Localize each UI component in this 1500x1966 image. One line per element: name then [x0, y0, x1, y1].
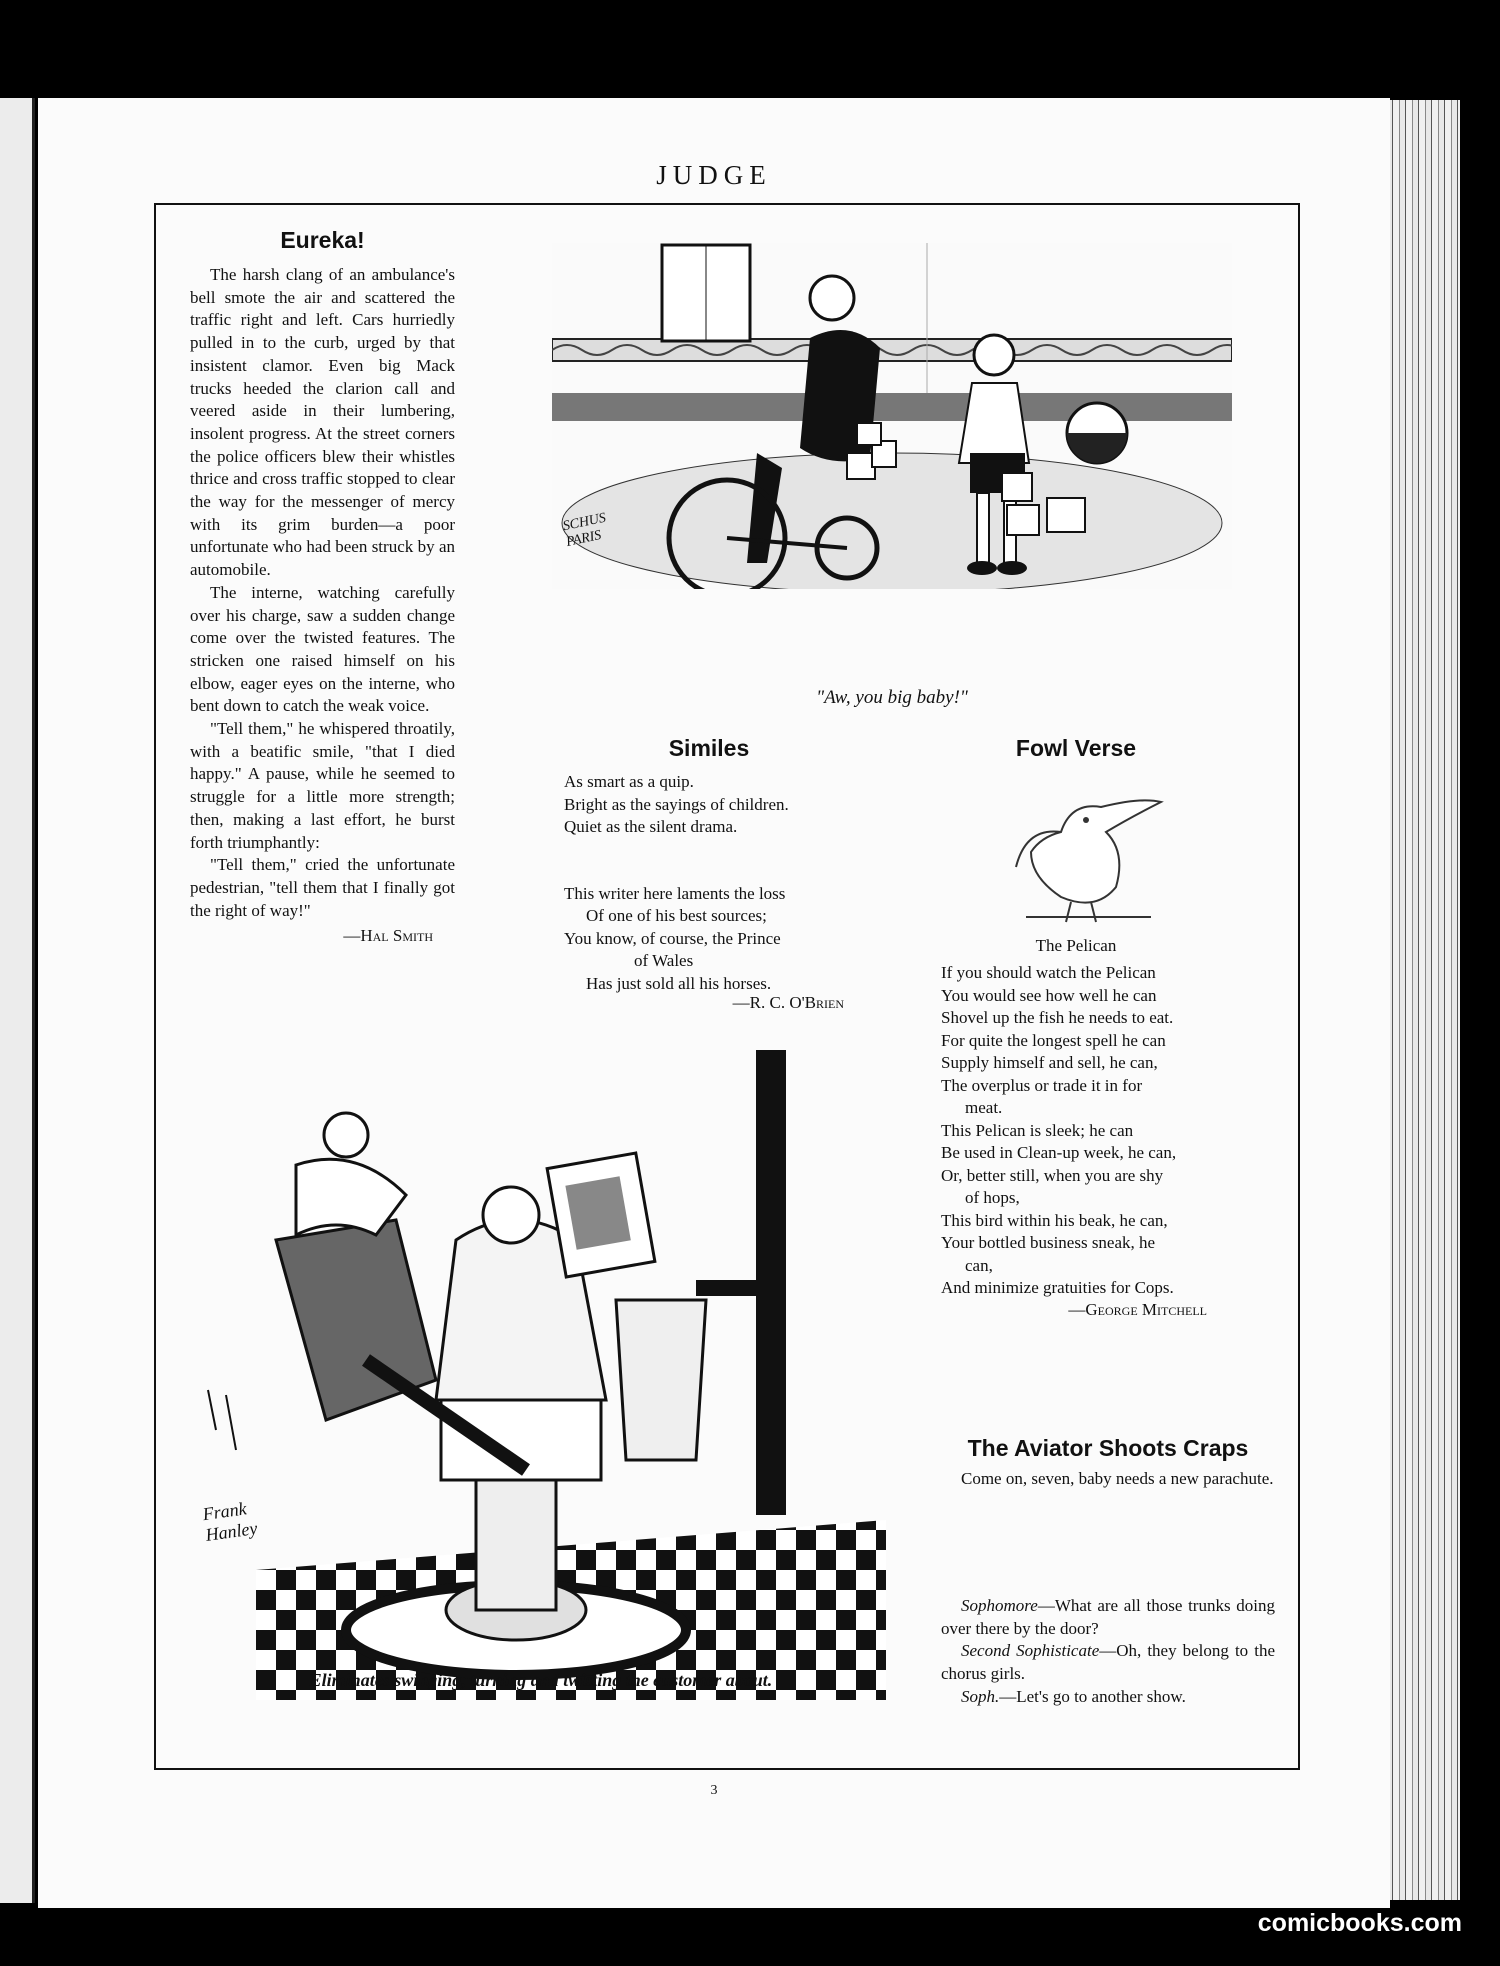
cartoon-barber-signature: Frank Hanley [201, 1498, 259, 1545]
similes-list [564, 771, 854, 839]
dialogue-line [941, 1686, 1275, 1709]
cartoon-barber-caption: Eliminates swinging, turning and twisting the customer about. [309, 1670, 773, 1690]
dialogue-speaker: Second Sophisticate [961, 1641, 1100, 1661]
cartoon-tricycle-illustration [552, 243, 1232, 589]
eureka-paragraph: The interne, watching carefully over his charge, saw a sudden change come over the twisted features. The stricken one raised himself on his elbow, eager eyes on the interne, who bent down to catch the weak voice. [190, 582, 455, 716]
simile-line: Quiet as the silent drama. [564, 817, 738, 836]
dialogue-text: —What are all those trunks doing over there by the door? [941, 1596, 1275, 1638]
poem-line: If you should watch the Pelican [941, 963, 1156, 982]
simile-line: Bright as the sayings of children. [564, 794, 789, 814]
eureka-paragraph: "Tell them," he whispered throatily, with a beatific smile, "that I died happy." A pause, while he seemed to struggle for a little more strength; then, making a last effort, he burst forth triumphantly: [190, 719, 455, 852]
poem-line: Be used in Clean-up week, he can, [941, 1143, 1177, 1162]
aviator-title: The Aviator Shoots Craps [967, 1435, 1249, 1461]
poem-line: Supply himself and sell, he can, [941, 1053, 1158, 1072]
page-stack-edge [1380, 100, 1460, 1900]
similes-signature: —R. C. O'Brien [732, 993, 844, 1012]
dialogue-speaker: Sophomore [961, 1596, 1038, 1615]
dialogue-speaker: Soph. [961, 1686, 1000, 1706]
cartoon-barber-illustration [196, 1050, 886, 1705]
poem-line: can, [965, 1255, 993, 1275]
cartoon-tricycle-caption: "Aw, you big baby!" [816, 687, 968, 708]
dialogue-text: —Let's go to another show. [999, 1686, 1186, 1706]
left-page-edge [0, 98, 35, 1903]
poem-line: The overplus or trade it in for [941, 1075, 1143, 1095]
content-frame [154, 203, 1300, 1770]
verse-line: This writer here laments the loss [564, 883, 786, 903]
poem-line: Shovel up the fish he needs to eat. [941, 1008, 1174, 1027]
poem-line: For quite the longest spell he can [941, 1030, 1166, 1050]
verse-line: of Wales [634, 951, 694, 970]
dialogue-section [941, 1595, 1275, 1709]
magazine-header: JUDGE [656, 160, 772, 190]
poem-line: of hops, [965, 1188, 1020, 1207]
page-number: 3 [710, 1783, 718, 1798]
pelican-caption: The Pelican [1035, 936, 1117, 955]
poem-line: Your bottled business sneak, he [941, 1233, 1156, 1252]
eureka-article [190, 227, 455, 946]
verse-line: Of one of his best sources; [586, 906, 767, 925]
cartoon-tricycle [552, 243, 1232, 589]
eureka-paragraph: The harsh clang of an ambulance's bell smote the air and scattered the traffic right and left. Cars hurriedly pulled in to the curb, urged by that insistent clamor. Even big Mack trucks heeded the clarion call and veered aside in their lumbering, insolent progress. At the street corners the police officers blew their whistles thrice and cross traffic stopped to clear the way for the messenger of mercy with its grim burden—a poor unfortunate who had been struck by an automobile. [190, 265, 455, 580]
magazine-page [38, 98, 1390, 1908]
eureka-title: Eureka! [280, 227, 365, 253]
fowl-verse-poem [941, 962, 1271, 1300]
similes-section [564, 735, 854, 1013]
poem-line: You would see how well he can [941, 985, 1157, 1005]
poem-line: And minimize gratuities for Cops. [941, 1278, 1174, 1297]
fowl-verse-signature: —George Mitchell [1068, 1299, 1207, 1319]
poem-line: Or, better still, when you are shy [941, 1165, 1164, 1185]
pelican-illustration [1011, 772, 1191, 932]
poem-line: This Pelican is sleek; he can [941, 1120, 1134, 1140]
prince-verse [564, 883, 854, 996]
eureka-signature: —Hal Smith [343, 926, 433, 946]
fowl-verse-section [941, 735, 1271, 1320]
dialogue-line [941, 1640, 1275, 1685]
cartoon-barber [196, 1050, 886, 1705]
similes-title: Similes [668, 735, 750, 761]
fowl-verse-title: Fowl Verse [1015, 735, 1137, 761]
simile-line: As smart as a quip. [564, 772, 694, 791]
poem-line: This bird within his beak, he can, [941, 1210, 1168, 1230]
verse-line: Has just sold all his horses. [586, 973, 772, 993]
poem-line: meat. [965, 1098, 1003, 1117]
watermark: comicbooks.com [1257, 1909, 1462, 1937]
cartoon-tricycle-signature: SCHUS PARIS [561, 510, 608, 550]
dialogue-text: —Oh, they belong to the chorus girls. [941, 1641, 1275, 1684]
aviator-text: Come on, seven, baby needs a new parachute. [961, 1469, 1274, 1488]
eureka-paragraph: "Tell them," cried the unfortunate pedestrian, "tell them that I finally got the right of way!" [190, 855, 455, 920]
dialogue-line [941, 1595, 1275, 1640]
aviator-section [941, 1435, 1275, 1491]
verse-line: You know, of course, the Prince [564, 928, 781, 948]
